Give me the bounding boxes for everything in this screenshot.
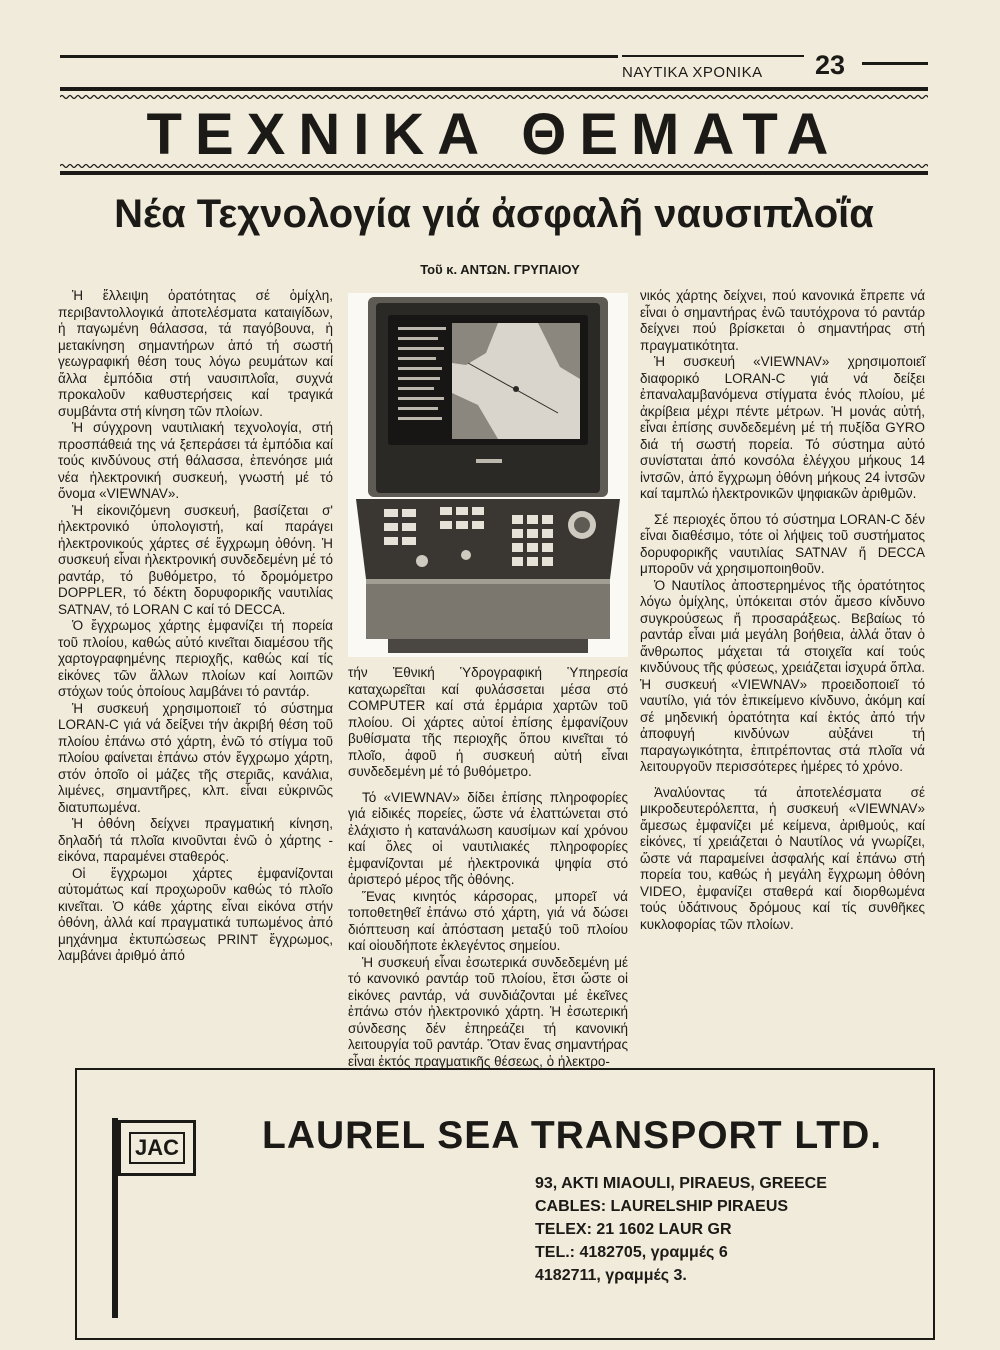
logo-text: JAC — [129, 1132, 185, 1164]
address-line: 4182711, γραμμές 3. — [535, 1267, 687, 1284]
banner-rule-top — [60, 87, 928, 91]
address-line: 93, AKTI MIAOULI, PIRAEUS, GREECE — [535, 1175, 827, 1192]
address-line: TEL.: 4182705, γραμμές 6 — [535, 1244, 728, 1261]
company-address — [535, 1172, 827, 1287]
paragraph: Ἡ συσκευή «VIEWNAV» χρησιμοποιεῖ διαφορικό LORAN-C γιά νά δείξει ἐπαναλαμβανόμενα στίγματα ἑνός πλοίου, μέ ἀκρίβεια μέχρι πέντε μέτρων. Ἡ μονάς αὐτή, εἶναι ἐπίσης συνδεδεμένη μέ τή πυξίδα GYRO διά τή σωστή πορεία. Τό σύστημα αὐτό συνίσταται ἀπό κονσόλα ἐλέγχου μήκους 14 ἰντσῶν, ἀπό ἔγχρωμη ὀθόνη μήκους 24 ἰντσῶν καί ταμπλώ ἠλεκτρονικῶν ψηφιακῶν ἀριθμῶν. — [640, 354, 925, 501]
paragraph: Σέ περιοχές ὅπου τό σύστημα LORAN-C δέν εἶναι διαθέσιμο, τότε οἱ λήψεις τοῦ συστήματος δορυφορικῆς ναυτιλίας SATNAV ἤ DECCA μποροῦν νά χρησιμοποιηθοῦν. — [640, 511, 925, 576]
paragraph: Ἡ εἰκονιζόμενη συσκευή, βασίζεται σ' ἠλεκτρονικό ὑπολογιστή, καί παράγει ἠλεκτρονικούς χάρτες σέ ἔγχρωμη ὀθόνη. Ἡ συσκευή εἶναι ἠλεκτρονική συνδεδεμένη μέ τό ραντάρ, τό βυθόμετρο, τό δρομόμετρο DOPPLER, τό δέκτη δορυφορικῆς ναυτιλίας SATNAV, τό LORAN C καί τό DECCA. — [58, 502, 333, 617]
paragraph: Οἱ ἔγχρωμοι χάρτες ἐμφανίζονται αὐτομάτως καί προχωροῦν καθώς τό πλοῖο κινεῖται. Ὁ κάθε χάρτης εἶναι εἰκόνα στήν ὀθόνη, ἀλλά καί πραγματικά τυπωμένος ἀπό μηχάνημα ἐκτυπώσεως PRINT ἔγχρωμος, λαμβάνει ἀριθμό ἀπό — [58, 865, 333, 963]
paragraph: Ὁ ἔγχρωμος χάρτης ἐμφανίζει τή πορεία τοῦ πλοίου, καθώς αὐτό κινεῖται διαμέσου τῆς χαρτογραφημένης περιοχῆς, καθώς καί τίς εἰκόνες τῶν ἄλλων πλοίων καί λοιπῶν στόχων τούς ὁποίους λαμβάνει τό ραντάρ. — [58, 618, 333, 699]
running-title: ΝΑΥΤΙΚΑ ΧΡΟΝΙΚΑ — [622, 64, 763, 81]
article-headline: Νέα Τεχνολογία γιά ἀσφαλῆ ναυσιπλοΐα — [114, 192, 874, 236]
header-rule-over-title — [622, 55, 804, 57]
paragraph: Ἀναλύοντας τά ἀποτελέσματα σέ μικροδευτερόλεπτα, ἡ συσκευή «VIEWNAV» ἄμεσως ἐμφανίζει μέ κείμενα, ἀριθμούς, καί εἰκόνες, τί χρειάζεται ὁ Ναυτίλος νά γνωρίζει, ὥστε νά παραμείνει ἀσφαλής καί ἐπάνω στή πορεία του, καθώς ἡ μεγάλη ἔγχρωμη ὀθόνη VIDEO, ἐμφανίζει σταθερά καί διορθωμένα τούς ὑδάτινους δρόμους καί τίς συνθῆκες κυκλοφορίας τῶν πλοίων. — [640, 784, 925, 932]
advertisement-box — [75, 1068, 935, 1340]
paragraph: Ἕνας κινητός κάρσορας, μπορεῖ νά τοποθετηθεῖ ἐπάνω στό χάρτη, γιά νά δώσει διόπτευση καί ἀπόσταση μεταξύ τοῦ πλοίου καί οἱουδήποτε ἐκλεγέντος σημείου. — [348, 888, 628, 953]
paragraph: τήν Ἐθνική Ὑδρογραφική Ὑπηρεσία καταχωρεῖται καί φυλάσσεται μέσα στό COMPUTER καί στά ἑρμάρια χαρτῶν τοῦ πλοίου. Οἱ χάρτες αὐτοί ἐπίσης ἐμφανίζουν βυθίσματα τῆς περιοχῆς ὅπου κινεῖται τό πλοῖο, ἀφοῦ ἡ συσκευή αὐτή εἶναι συνδεδεμένη μέ τό βυθόμετρο. — [348, 665, 628, 779]
paragraph: Ἡ συσκευή χρησιμοποιεῖ τό σύστημα LORAN-C γιά νά δείξνει τήν ἀκριβή θέση τοῦ πλοίου ἐπάνω στό χάρτη, ἐνῶ τό στίγμα τοῦ πλοίου φαίνεται ἐπάνω στόν ἔγχρωμο χάρτη, στόν ὁποῖο οἱ μάζες τῆς στεριᾶς, κανάλια, λιμένες, σημαντῆρες, κλπ. εἶναι εὐκρινῶς διατυπωμένα. — [58, 700, 333, 815]
paragraph: Τό «VIEWNAV» δίδει ἐπίσης πληροφορίες γιά εἰδικές πορείες, ὥστε νά ἐλαττώνεται στό ἐλάχιστο ἡ κατανάλωση καυσίμων καί χρόνου καί ὅλες οἱ ναυτιλιακές πληροφορίες ἐμφανίζονται μέ ἠλεκτρονικά ψηφία στό ἀριστερό μέρος τῆς ὀθόνης. — [348, 789, 628, 887]
paragraph: Ὁ Ναυτίλος ἀποστερημένος τῆς ὁρατότητος λόγω ὁμίχλης, ὑπόκειται στόν ἄμεσο κίνδυνο συγκρούσεως ἤ προσαράξεως. Βεβαίως τό ραντάρ εἶναι μιά μεγάλη βοήθεια, ἀλλά ὅταν ὁ ἄνθρωπος μάχεται τά στοιχεῖα καί τούς κινδύνους τῆς φύσεως, χρειάζεται ἰσχυρά ὅπλα. Ἡ συσκευή «VIEWNAV» προειδοποιεῖ τό ναυτίλο, γιά τόν ἐπικείμενο κίνδυνο, ἀκόμη καί σέ μηδενική ὁρατότητα καί ἐκτός ἀπό τήν ἀποφυγή κινδύνων αὐξάνει τή παραγωγικότητα, ἐπιτρέποντας στά πλοῖα νά λειτουργοῦν περισσότερες ἡμέρες τό χρόνο. — [640, 577, 925, 774]
paragraph: Ἡ ἔλλειψη ὁρατότητας σέ ὁμίχλη, περιβαντολλογικά ἀποτελέσματα καταιγίδων, ἡ παγωμένη θάλασσα, τά παγόβουνα, ἡ μετακίνηση σημαντήρων ἀπό τή σωστή γεωγραφική θέση τους λόγω ρευμάτων καί ἄλλα ἐμπόδια στή ναυσιπλοΐα, συχνά προκαλοῦν καθυστερήσεις καί τραγικά συμβάντα στή κίνηση τῶν πλοίων. — [58, 288, 333, 419]
banner-wave-bottom — [60, 163, 928, 169]
paragraph: νικός χάρτης δείχνει, πού κανονικά ἔπρεπε νά εἶναι ὁ σημαντήρας ἐνῶ ταυτόχρονα τό ραντάρ δείχνει πού βρίσκεται ὁ σημαντήρας στή πραγματικότητα. — [640, 288, 925, 353]
page-number: 23 — [815, 50, 846, 80]
company-name: LAUREL SEA TRANSPORT LTD. — [262, 1114, 883, 1157]
article-byline: Τοῦ κ. ΑΝΤΩΝ. ΓΡΥΠΑΙΟΥ — [420, 262, 580, 277]
paragraph: Ἡ συσκευή εἶναι ἐσωτερικά συνδεδεμένη μέ τό κανονικό ραντάρ τοῦ πλοίου, ἔτσι ὥστε οἱ εἰκόνες ραντάρ, νά συνδιάζονται μέ ἐκεῖνες ἐπάνω στόν ἠλεκτρονικό χάρτη. Ἡ ἐσωτερική σύνδεσης δέν ἐπηρεάζει τή κανονική λειτουργία τοῦ ραντάρ. Ὅταν ἕνας σημαντήρας εἶναι ἐκτός πραγματικῆς θέσεως, ὁ ἠλεκτρο- — [348, 954, 628, 1069]
address-line: CABLES: LAURELSHIP PIRAEUS — [535, 1198, 789, 1215]
address-line: TELEX: 21 1602 LAUR GR — [535, 1221, 732, 1238]
navigation-console-photo — [348, 293, 628, 657]
article-column-1 — [58, 288, 333, 965]
section-title: ΤΕΧΝΙΚΑ ΘΕΜΑΤΑ — [146, 102, 842, 167]
header-rule-right — [862, 62, 928, 65]
banner-rule-bottom — [60, 171, 928, 175]
paragraph: Ἡ σύγχρονη ναυτιλιακή τεχνολογία, στή προσπάθειά της νά ξεπεράσει τά ἐμπόδια καί τούς κινδύνους στή θάλασσα, ἐπενόησε μιά νέα ἠλεκτρονική συσκευή, γνωστή μέ τό ὄνομα «VIEWNAV». — [58, 420, 333, 501]
paragraph: Ἡ ὀθόνη δείχνει πραγματική κίνηση, δηλαδή τά πλοῖα κινοῦνται ἐνῶ ὁ χάρτης - εἰκόνα, παραμένει σταθερός. — [58, 816, 333, 864]
jac-flag-logo — [118, 1120, 196, 1176]
article-column-3 — [640, 288, 925, 933]
header-rule-left — [60, 55, 618, 58]
article-column-2 — [348, 665, 628, 1070]
